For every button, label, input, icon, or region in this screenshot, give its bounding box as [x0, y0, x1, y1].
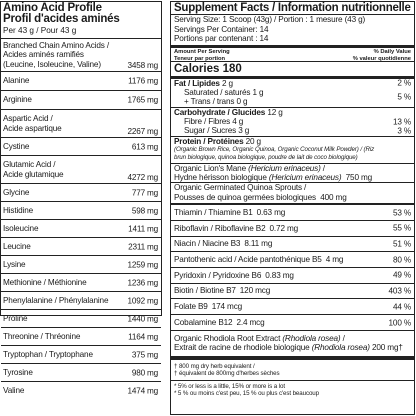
- vitamin-amount: 0.63 mg: [256, 208, 286, 218]
- saturated-dv: 5 %: [397, 92, 411, 102]
- amino-value: 980 mg: [131, 367, 158, 377]
- amino-value: 1411 mg: [128, 223, 158, 233]
- amino-name-line: Phenylalanine / Phénylalanine: [3, 295, 109, 305]
- amino-name: [3, 368, 33, 377]
- amino-name: [3, 188, 29, 197]
- amino-name: [3, 278, 86, 287]
- amino-name-line: Glycine: [3, 187, 30, 197]
- amino-row: [1, 328, 161, 346]
- vitamin-dv: 55 %: [392, 223, 411, 233]
- amino-value: 1259 mg: [127, 259, 158, 269]
- protein-amount: 20 g: [245, 136, 261, 146]
- trans-row: [171, 97, 414, 107]
- vitamin-row: [171, 268, 414, 284]
- vitamin-dv: 53 %: [392, 208, 411, 218]
- amino-name-line: Glutamic Acid /: [3, 160, 56, 170]
- vitamin-row: [171, 237, 414, 253]
- lions-mane-amount: 750 mg: [345, 172, 373, 182]
- fat-amount: 2 g: [221, 78, 233, 88]
- amino-name-line: Tyrosine: [3, 367, 33, 377]
- amount-header-en: Amount Per Serving: [174, 49, 230, 56]
- amino-name: [3, 41, 109, 69]
- amino-table: [1, 39, 161, 400]
- vitamin-name: Pantothenic acid / Acide pantothénique B5: [174, 255, 322, 265]
- amino-name-line: Valine: [3, 386, 25, 396]
- sugar-amount: 3 g: [238, 126, 250, 136]
- protein-sources: [171, 146, 414, 164]
- amino-name: [3, 206, 33, 215]
- carb-amount: 12 g: [267, 107, 283, 117]
- vitamin-amount: 2.4 mcg: [236, 317, 265, 327]
- vitamin-dv: 44 %: [392, 302, 411, 312]
- sugar-label: Sugar / Sucres: [184, 126, 237, 136]
- amino-name-line: Acide aspartique: [3, 123, 62, 133]
- carb-row: [171, 108, 414, 117]
- saturated-label: Saturated / saturés: [184, 88, 251, 98]
- fat-label: Fat / Lipides: [174, 78, 220, 88]
- amino-name: [3, 76, 29, 85]
- vitamin-dv: 100 %: [388, 317, 411, 327]
- lions-mane-latin: (Hericium erinaceus): [268, 172, 342, 182]
- amino-name: [3, 242, 31, 251]
- footnote-line: * 5% or less is a little, 15% or more is a lot: [174, 382, 285, 390]
- amino-row: [1, 39, 161, 72]
- protein-note-line: (Organic Brown Rice, Organic Quinoa, Organic Coconut Milk Powder) / (Riz: [174, 145, 375, 153]
- vitamin-name: Biotin / Biotine B7: [174, 286, 236, 296]
- amino-row: [1, 156, 161, 184]
- amino-row: [1, 184, 161, 202]
- amino-row: [1, 346, 161, 364]
- amino-name: [3, 114, 62, 132]
- sugar-row: [171, 126, 414, 136]
- supplement-facts-panel: [170, 1, 415, 415]
- vitamin-row: [171, 205, 414, 221]
- amino-name-line: Lysine: [3, 259, 26, 269]
- carb-label: Carbohydrate / Glucides: [174, 107, 266, 117]
- amino-name-line: Arginine: [3, 95, 32, 105]
- amino-row: [1, 274, 161, 292]
- amino-name-line: Histidine: [3, 205, 34, 215]
- amino-value: 1236 mg: [127, 277, 158, 287]
- protein-note-line: brun biologique, quinoa biologique, poudre de lait de coco biologique): [174, 154, 358, 162]
- vitamin-amount: 8.11 mg: [244, 239, 273, 249]
- amino-name-line: Leucine: [3, 241, 31, 251]
- vitamin-dv: 49 %: [392, 270, 411, 280]
- amino-name: [3, 332, 80, 341]
- fibre-label: Fibre / Fibres: [184, 116, 231, 126]
- vitamin-table: [171, 205, 414, 331]
- amino-row: [1, 292, 161, 310]
- column-headers: [171, 48, 414, 62]
- amino-value: 2267 mg: [127, 126, 158, 136]
- vitamin-amount: 0.83 mg: [265, 270, 294, 280]
- vitamin-row: [171, 221, 414, 237]
- amino-value: 1440 mg: [127, 313, 158, 323]
- lions-mane-latin: (Hericium erinaceus): [248, 163, 321, 173]
- dv-header-en: % Daily Value: [373, 49, 411, 56]
- amino-name: [3, 95, 32, 104]
- vitamin-dv: 80 %: [392, 255, 411, 265]
- amino-row: [1, 238, 161, 256]
- sugar-dv: 3 %: [397, 126, 411, 136]
- amino-name: [3, 142, 29, 151]
- amino-name-line: Acide glutamique: [3, 169, 64, 179]
- quinoa-sprouts-en: Organic Germinated Quinoa Sprouts /: [174, 183, 307, 193]
- amino-name: [3, 386, 24, 395]
- fibre-row: [171, 117, 414, 126]
- amino-name-line: Isoleucine: [3, 223, 39, 233]
- rhodiola-fr: Extrait de racine de rhodiole biologique: [174, 343, 310, 353]
- fat-dv: 2 %: [397, 78, 411, 88]
- amino-row: [1, 382, 161, 400]
- rhodiola-latin: (Rhodiola rosea): [311, 343, 370, 353]
- amino-name: [3, 224, 38, 233]
- amino-name: [3, 350, 93, 359]
- vitamin-dv: 403 %: [388, 286, 411, 296]
- amino-value: 598 mg: [131, 205, 158, 215]
- amino-name-line: Cystine: [3, 141, 30, 151]
- amino-name: [3, 160, 63, 178]
- amino-name-line: Acides aminés ramifiés: [3, 50, 84, 60]
- facts-title: Supplement Facts / Information nutritionnelle: [174, 2, 411, 14]
- amino-name-line: (Leucine, Isoleucine, Valine): [3, 59, 101, 69]
- footnote-line: * 5 % ou moins c'est peu, 15 % ou plus c'est beaucoup: [174, 390, 319, 398]
- amino-title-en: Amino Acid Profile: [3, 2, 102, 14]
- fibre-amount: 4 g: [232, 116, 244, 126]
- amino-value: 1176 mg: [128, 76, 158, 86]
- amino-title-fr: Profil d'acides aminés: [3, 13, 120, 25]
- serving-size: Serving Size: 1 Scoop (43g) / Portion : 1 mesure (43 g): [174, 15, 366, 24]
- quinoa-sprouts-fr: Pousses de quinoa germées biologiques: [174, 192, 316, 202]
- vitamin-row: [171, 252, 414, 268]
- amino-name-line: Aspartic Acid /: [3, 114, 53, 124]
- amino-row: [1, 138, 161, 156]
- vitamin-row: [171, 284, 414, 300]
- trans-label: + Trans / trans: [184, 97, 235, 107]
- amino-row: [1, 110, 161, 138]
- rhodiola-latin: (Rhodiola rosea): [282, 333, 341, 343]
- amino-row: [1, 256, 161, 274]
- vitamin-name: Pyridoxin / Pyridoxine B6: [174, 270, 262, 280]
- amino-value: 613 mg: [131, 141, 158, 151]
- vitamin-amount: 120 mcg: [239, 286, 271, 296]
- amino-value: 1765 mg: [127, 95, 158, 105]
- amino-value: 2311 mg: [128, 241, 158, 251]
- amino-name-line: Tryptophan / Tryptophane: [3, 349, 93, 359]
- vitamin-name: Niacin / Niacine B3: [174, 239, 241, 249]
- amino-value: 3458 mg: [127, 60, 158, 70]
- rhodiola-amount: 200 mg†: [371, 343, 403, 353]
- amino-value: 1164 mg: [128, 331, 158, 341]
- vitamin-row: [171, 315, 414, 331]
- portions-per-container: Portions par contenant : 14: [174, 34, 269, 44]
- vitamin-amount: 174 mcg: [211, 302, 243, 312]
- lions-mane-en: Organic Lion's Mane: [174, 163, 246, 173]
- vitamin-amount: 0.72 mg: [269, 223, 299, 233]
- fibre-dv: 13 %: [392, 116, 411, 126]
- lions-mane-row: Organic Lion's Mane (Hericium erinaceus) / Hydne hérisson biologique (Hericium erinaceus) 750 mg: [171, 164, 414, 184]
- trans-amount: 0 g: [236, 97, 248, 107]
- fat-row: [171, 79, 414, 88]
- herb-equivalent-note: [171, 360, 414, 381]
- saturated-amount: 1 g: [252, 88, 264, 98]
- amino-row: [1, 220, 161, 238]
- amino-row: [1, 91, 161, 110]
- amino-value: 1474 mg: [127, 386, 158, 396]
- calories: Calories 180: [174, 63, 242, 76]
- dv-header-fr: % valeur quotidienne: [352, 55, 411, 62]
- amino-row: [1, 364, 161, 382]
- daily-value-note: [171, 381, 414, 398]
- quinoa-sprouts-row: [171, 183, 414, 202]
- amino-value: 1092 mg: [127, 295, 158, 305]
- amino-row: [1, 72, 161, 91]
- vitamin-name: Folate B9: [174, 302, 208, 312]
- amino-title: [1, 2, 161, 25]
- vitamin-name: Thiamin / Thiamine B1: [174, 208, 253, 218]
- amino-name-line: Threonine / Thréonine: [3, 331, 81, 341]
- quinoa-sprouts-amount: 400 mg: [320, 192, 347, 202]
- amino-name-line: Proline: [3, 313, 28, 323]
- protein-row: [171, 137, 414, 146]
- amino-value: 777 mg: [131, 187, 158, 197]
- lions-mane-fr: Hydne hérisson biologique: [174, 172, 267, 182]
- amino-per-serving: Per 43 g / Pour 43 g: [1, 25, 161, 39]
- vitamin-amount: 4 mg: [325, 255, 344, 265]
- vitamin-dv: 51 %: [392, 239, 411, 249]
- amino-name: [3, 314, 27, 323]
- amino-acid-profile-panel: [0, 1, 162, 396]
- rhodiola-row: Organic Rhodiola Root Extract (Rhodiola rosea) / Extrait de racine de rhodiole biologique (Rhodiola rosea) 200 mg†: [174, 333, 403, 353]
- amino-name: [3, 296, 108, 305]
- rhodiola-en: Organic Rhodiola Root Extract: [174, 333, 281, 343]
- servings-per-container: Servings Per Container: 14: [174, 24, 269, 34]
- footnote-line: † 800 mg dry herb equivalent /: [174, 362, 255, 370]
- vitamin-row: [171, 299, 414, 315]
- amino-name-line: Alanine: [3, 76, 30, 86]
- amino-name-line: Methionine / Méthionine: [3, 277, 87, 287]
- amino-value: 4272 mg: [127, 172, 158, 182]
- protein-label: Protein / Protéines: [174, 136, 244, 146]
- footnote-line: † équivalent de 800mg d'herbes sèches: [174, 370, 280, 378]
- amino-row: [1, 310, 161, 328]
- amino-name: [3, 260, 25, 269]
- amino-row: [1, 202, 161, 220]
- amount-header-fr: Teneur par portion: [174, 55, 226, 62]
- vitamin-name: Riboflavin / Riboflavine B2: [174, 223, 266, 233]
- amino-name-line: Branched Chain Amino Acids /: [3, 41, 109, 51]
- amino-value: 375 mg: [131, 349, 158, 359]
- vitamin-name: Cobalamine B12: [174, 317, 233, 327]
